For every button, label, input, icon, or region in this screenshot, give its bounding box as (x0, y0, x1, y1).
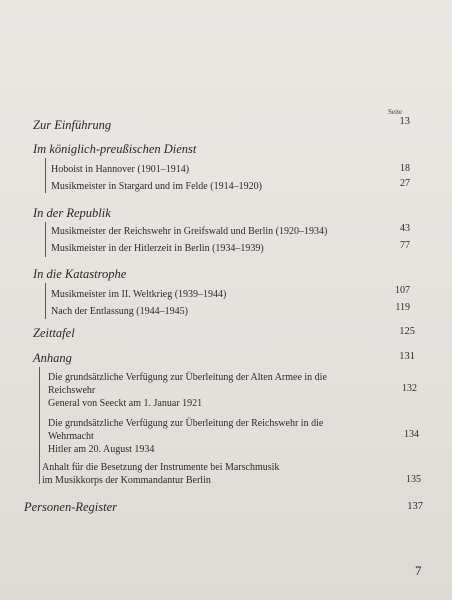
page-number: 77 (400, 240, 410, 251)
toc-entry: Musikmeister in der Hitlerzeit in Berlin (1934–1939) (51, 243, 264, 254)
section-heading-dienst: Im königlich-preußischen Dienst (33, 142, 197, 156)
toc-entry-line: Hitler am 20. August 1934 (48, 444, 155, 455)
page-number: 132 (402, 383, 417, 394)
section-heading-republik: In der Republik (33, 206, 111, 220)
toc-entry-line: Wehrmacht (48, 431, 94, 442)
toc-entry-line: Die grundsätzliche Verfügung zur Überleitung der Reichswehr in die (48, 418, 324, 429)
page-number: 43 (400, 223, 410, 234)
section-heading-register: Personen-Register (24, 500, 118, 514)
page-number: 137 (407, 501, 423, 512)
section-rule (45, 283, 46, 319)
page-number: 13 (399, 116, 410, 127)
section-heading-anhang: Anhang (33, 351, 72, 365)
page-number: 131 (399, 351, 415, 362)
toc-entry-line: Die grundsätzliche Verfügung zur Überleitung der Alten Armee in die (48, 372, 327, 383)
folio-page-number: 7 (415, 563, 422, 578)
section-heading-zeittafel: Zeittafel (33, 326, 75, 340)
page-number: 107 (395, 285, 410, 296)
toc-entry: Nach der Entlassung (1944–1945) (51, 306, 188, 317)
section-heading-katastrophe: In die Katastrophe (33, 267, 127, 281)
page-number: 125 (399, 326, 415, 337)
toc-entry: Hoboist in Hannover (1901–1914) (51, 164, 190, 175)
section-rule (45, 158, 46, 193)
toc-entry-line: General von Seeckt am 1. Januar 1921 (48, 398, 203, 409)
toc-entry-line: Anhalt für die Besetzung der Instrumente bei Marschmusik (42, 462, 280, 473)
toc-entry-line: Reichswehr (48, 385, 96, 396)
page-number: 119 (395, 302, 410, 313)
toc-entry: Musikmeister der Reichswehr in Greifswald und Berlin (1920–1934) (51, 226, 328, 237)
toc-entry-line: im Musikkorps der Kommandantur Berlin (42, 475, 211, 486)
section-heading-einfuehrung: Zur Einführung (33, 118, 112, 132)
toc-entry: Musikmeister im II. Weltkrieg (1939–1944) (51, 289, 227, 300)
page-number: 27 (400, 178, 410, 189)
page-number: 134 (404, 429, 419, 440)
page-number: 135 (406, 474, 421, 485)
section-rule (45, 222, 46, 257)
section-rule (39, 367, 40, 484)
page-number: 18 (400, 163, 410, 174)
toc-entry: Musikmeister in Stargard und im Felde (1914–1920) (51, 181, 262, 192)
page-column-header: Seite (388, 108, 402, 116)
